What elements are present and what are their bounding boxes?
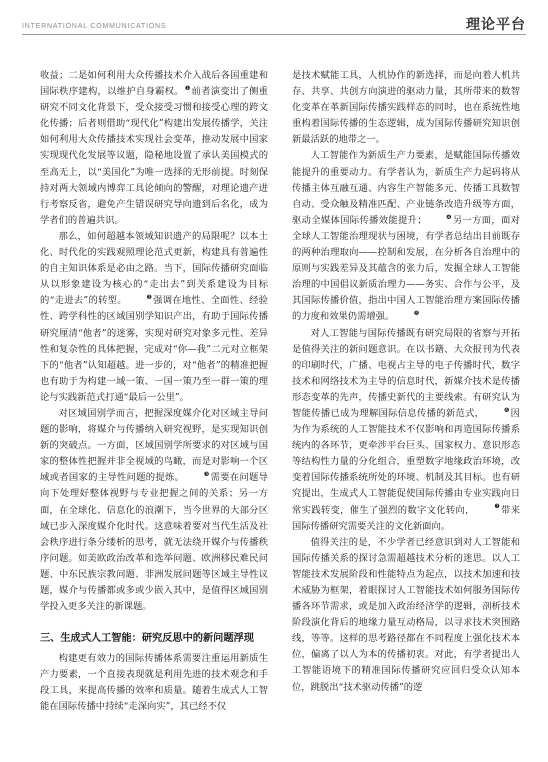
footnote-marker[interactable]: ❻ [503,406,510,414]
paragraph [292,148,520,325]
article-body [40,68,520,752]
page-header [22,12,526,34]
journal-name: INTERNATIONAL COMMUNICATIONS [22,23,167,30]
footnote-marker[interactable]: ❷ [146,294,152,302]
footnote-marker[interactable]: ❺ [413,310,420,318]
paragraph [40,68,268,229]
header-rule [22,34,526,35]
text-run: 强调在地性、全面性、经验性、跨学科性的区域国别学知识产出，有助于国际传播研究厘清“他者”的迷雾，实现对研究对象多元性、差异性和复杂性的具体把握，完成对“你—我”二元对立框架下的“他者”认知超越。进一步的，对“他者”的精准把握也有助于为构建一域一策、一国一策乃至一群一策的理论与实践新范式打通“最后一公里”。 [40,295,268,403]
text-run: 对人工智能与国际传播既有研究局限的省察与开拓是值得关注的新问题意识。在以书籍、大众报刊为代表的印刷时代，广播、电视占主导的电子传播时代，数字技术和网络技术为主导的信息时代，新媒介技术是传播形态变革的先声，传播史新代的主要线索。有研究认为智能传播已成为理解国际信息传播的新范式， [292,327,520,419]
footnote-marker[interactable]: ❹ [446,213,452,221]
paragraph: 值得关注的是，不少学者已经意识到对人工智能和国际传播关系的探讨急需超越技术分析的迷思。以人工智能技术发展阶段和性能特点为起点，以技术加速和技术威胁为框架，着眼探讨人工智能技术如何服务国际传播各环节需求，或是加入政治经济学的逻辑，剖析技术阶段演化背后的地缘力量互动格局，以寻求技术突围路线，等等。这样的思考路径都在不同程度上强化技术本位，偏离了以人为本的传播初衷。对此，有学者提出人工智能语境下的精准国际传播研究应回归受众认知本位，跳脱出“技术驱动传播”的逻 [292,536,520,693]
paragraph: 构建更有效力的国际传播体系需要注重运用新质生产力要素，一个直接表现就是利用先进的技术观念和手段工具，来提高传播的效率和质量。随着生成式人工智能在国际传播中持续“走深向实”，其已经不仅 [40,653,268,713]
paragraph [40,406,268,615]
footnote-marker[interactable]: ❸ [203,471,210,479]
paragraph [40,229,268,406]
text-run: 因为作为系统的人工智能技术不仅影响和再造国际传播系统内的各环节，更牵涉平台巨头、国家权力、意识形态等结构性力量的分化组合，重塑数字地缘政治环境，改变着国际传播系统所处的环境、机制及其目标。也有研究提出，生成式人工智能促使国际传播由专业实践向日常实践转变，催生了强烈的数字文化转向， [292,407,520,516]
paragraph: 是技术赋能工具，人机协作的新选择，而是向着人机共存、共享、共创方向演进的驱动力量，其所带来的数智化变革在革新国际传播实践样态的同时，也在系统性地重构着国际传播的生态逻辑，成为国际传播研究知识创新最活跃的地带之一。 [292,70,520,146]
text-run: 另一方面，面对全球人工智能治理现状与困境，有学者总结出目前既存的两种治理取向——控制和发展，在分析各自治理中的原则与实践差异及其蕴含的张力后，发掘全球人工智能治理的中国倡议新质治理力——务实、合作与公平，及其国际传播价值，指出中国人工智能治理方案国际传播的力度和效果仍需增强。 [292,214,520,323]
text-run: 带来国际传播研究需要关注的文化新面向。 [292,504,520,532]
footnote-marker[interactable]: ❶ [184,85,191,92]
text-run: 收益；二是如何利用大众传播技术介入战后各国重建和国际秩序建构，以维护自身霸权。 [40,70,268,98]
text-run: 前者演变出了侧重研究不同文化背景下，受众接受习惯和接受心理的跨文化传播；后者则借助“现代化”构建出发展传播学，关注如何利用大众传播技术实现社会变革，推动发展中国家实现现代化发展等议题，隐秘地设置了承认美国模式的至高无上，以“美国化”为唯一选择的无形前提。时刻保持对两大领域内博弈工具论倾向的警醒，对理论遗产进行考察反省，避免产生错误研究导向遗到后名化，成为学者们的普遍共识。 [40,86,268,226]
text-run: 需要在问题导向下处理好整体视野与专业把握之间的关系；另一方面，在全球化、信息化的浪潮下，当今世界的大部分区域已步入深度媒介化时代。这意味着要对当代生活及社会秩序进行条分缕析的思考，就无法绕开媒介与传播秩序问题。如美欧政治改革和选举问题、欧洲移民难民问题、中东民族宗教问题、非洲发展问题等区域主导性议题，媒介与传播都或多或少嵌入其中，是值得区域国别学投入更多关注的新课题。 [40,472,268,613]
paragraph [292,326,520,535]
text-run: 对区域国别学而言，把握深度媒介化对区域主导问题的影响，将媒介与传播纳入研究视野，是实现知识创新的突破点。一方面，区域国别学所要求的对区域与国家的整体性把握并非全视域的鸟瞰，而是对影响一个区域或者国家的主导性问题的提炼。 [40,407,268,484]
section-tag: 理论平台 [466,17,526,33]
left-column [40,68,268,752]
right-column [292,68,520,752]
text-run: 人工智能作为新质生产力要素，是赋能国际传播效能提升的重要动力。有学者认为，新质生产力起码将从传播主体互融互通、内容生产智能多元、传播工具数智自动、受众触及精准匹配、产业链条改造升级等方面，驱动全媒体国际传播效能提升； [292,150,520,226]
text-run: 那么，如何超越本领域知识遗产的局限呢？以本土化、时代化的实践观照理论范式更新，构建具有普遍性的自主知识体系是必由之路。当下，国际传播研究面临从以形象建设为核心的“走出去”到关系建设为目标的“走进去”的转型。 [40,230,268,307]
section-heading: 三、生成式人工智能：研究反思中的新问题浮现 [40,633,254,645]
footnote-marker[interactable]: ❼ [494,503,500,511]
